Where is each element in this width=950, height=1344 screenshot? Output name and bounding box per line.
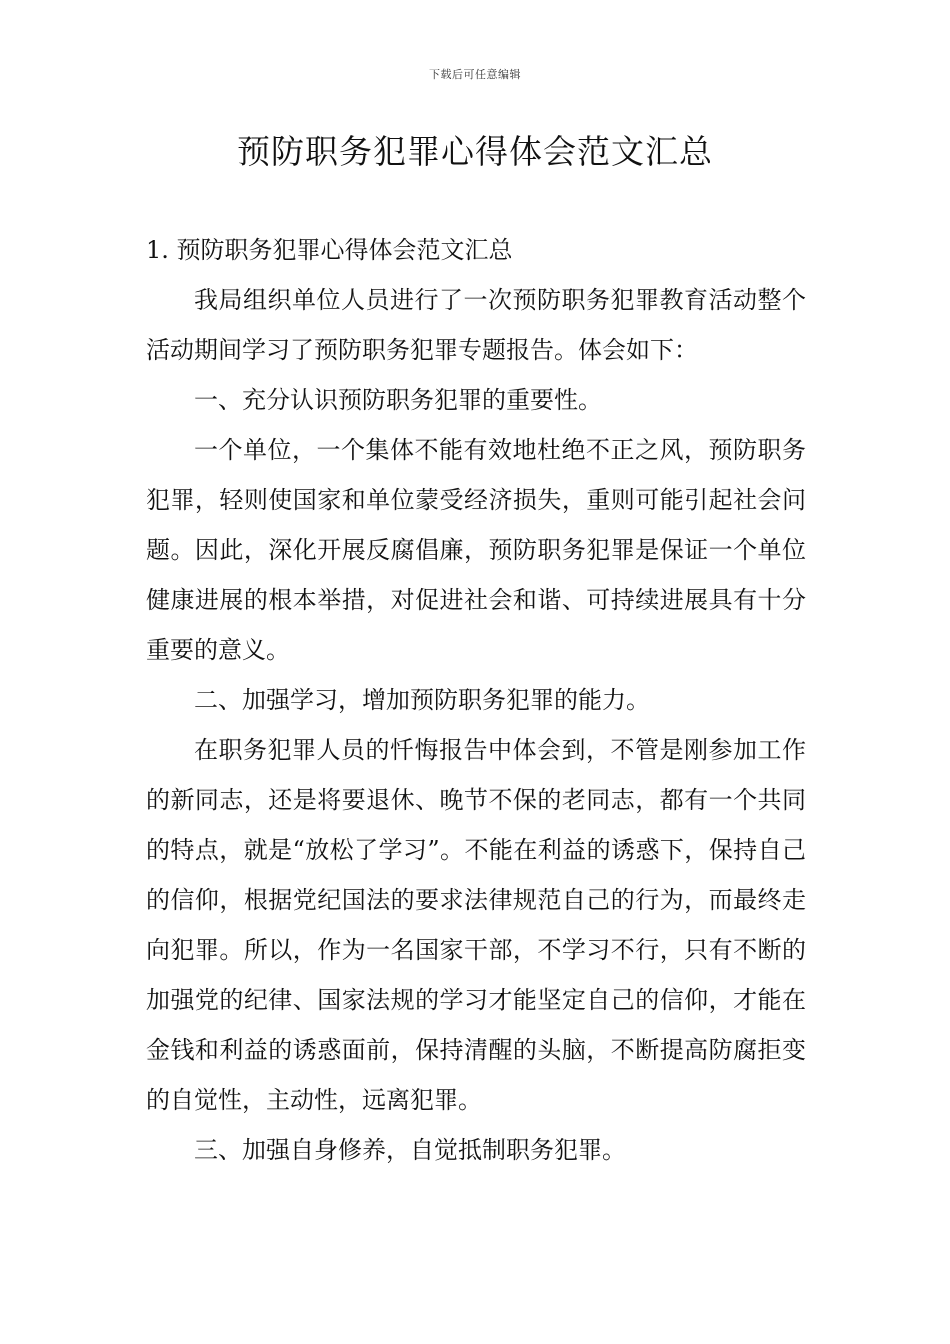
paragraph-1: 一个单位，一个集体不能有效地杜绝不正之风，预防职务犯罪，轻则使国家和单位蒙受经济损失，重则可能引起社会问题。因此，深化开展反腐倡廉，预防职务犯罪是保证一个单位健康进展的根本举措，对促进社会和谐、可持续进展具有十分重要的意义。 [146,436,806,664]
paragraph-intro: 我局组织单位人员进行了一次预防职务犯罪教育活动整个活动期间学习了预防职务犯罪专题报告。体会如下： [146,286,806,364]
section-heading: 1. 预防职务犯罪心得体会范文汇总 [146,236,513,264]
subheading-3: 三、加强自身修养，自觉抵制职务犯罪。 [194,1136,626,1164]
paragraph-2: 在职务犯罪人员的忏悔报告中体会到，不管是刚参加工作的新同志，还是将要退休、晚节不保的老同志，都有一个共同的特点，就是“放松了学习”。不能在利益的诱惑下，保持自己的信仰，根据党纪国法的要求法律规范自己的行为，而最终走向犯罪。所以，作为一名国家干部，不学习不行，只有不断的加强党的纪律、国家法规的学习才能坚定自己的信仰，才能在金钱和利益的诱惑面前，保持清醒的头脑，不断提高防腐拒变的自觉性，主动性，远离犯罪。 [146,736,806,1114]
document-title: 预防职务犯罪心得体会范文汇总 [237,132,713,171]
subheading-1: 一、充分认识预防职务犯罪的重要性。 [194,386,602,414]
subheading-2: 二、加强学习，增加预防职务犯罪的能力。 [194,686,650,714]
document-body [146,225,806,1175]
header-note: 下载后可任意编辑 [429,68,521,81]
